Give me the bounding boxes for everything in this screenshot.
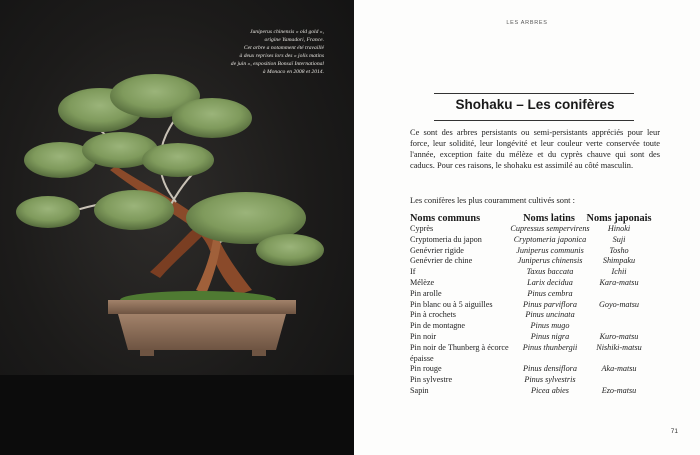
table-row bbox=[410, 343, 660, 365]
caption-line: à deux reprises lors des « jolis matins bbox=[239, 53, 324, 59]
common-name: Cryptomeria du japon bbox=[410, 234, 482, 244]
common-name: Mélèze bbox=[410, 277, 435, 287]
page-number: 71 bbox=[670, 428, 678, 435]
running-header: LES ARBRES bbox=[506, 20, 548, 26]
table-row bbox=[410, 310, 660, 321]
latin-name: Cryptomeria japonica bbox=[513, 234, 587, 244]
common-name: Genévrier rigide bbox=[410, 245, 464, 255]
header-japanese-names: Noms japonais bbox=[586, 213, 652, 224]
latin-name: Pinus uncinata bbox=[525, 310, 575, 320]
latin-name: Pinus thunbergii bbox=[522, 342, 578, 352]
latin-name: Pinus cembra bbox=[527, 288, 573, 298]
list-intro: Les conifères les plus couramment cultivés sont : bbox=[410, 196, 575, 205]
header-latin-names: Noms latins bbox=[523, 213, 575, 224]
latin-name: Pinus nigra bbox=[530, 331, 570, 341]
latin-name: Juniperus chinensis bbox=[517, 256, 583, 266]
latin-name: Picea abies bbox=[531, 385, 569, 395]
caption-line: Juniperus chinensis « old gold », bbox=[250, 29, 324, 35]
latin-name: Taxus baccata bbox=[526, 267, 574, 277]
table-row bbox=[410, 375, 660, 386]
table-row bbox=[410, 386, 660, 397]
japanese-name: Hinoki bbox=[607, 224, 631, 233]
table-row bbox=[410, 278, 660, 289]
title-rule-top bbox=[434, 93, 634, 94]
common-name: Pin rouge bbox=[410, 364, 442, 374]
common-name: Pin sylvestre bbox=[410, 375, 453, 385]
table-row bbox=[410, 224, 660, 235]
header-common-names: Noms communs bbox=[410, 213, 481, 224]
table-row bbox=[410, 332, 660, 343]
table-row bbox=[410, 300, 660, 311]
caption-line: à Monaco en 2008 et 2014. bbox=[262, 69, 324, 75]
chapter-title: Shohaku – Les conifères bbox=[455, 97, 615, 112]
common-name: Pin de montagne bbox=[410, 321, 466, 331]
latin-name: Cupressus sempervirens bbox=[510, 224, 590, 233]
latin-name: Juniperus communis bbox=[516, 245, 584, 255]
common-name: Pin à crochets bbox=[410, 310, 456, 320]
table-row bbox=[410, 321, 660, 332]
japanese-name: Goyo-matsu bbox=[598, 299, 640, 309]
common-name: Pin noir bbox=[410, 331, 437, 341]
latin-name: Pinus mugo bbox=[530, 321, 570, 331]
japanese-name: Kuro-matsu bbox=[599, 331, 639, 341]
photo-caption bbox=[204, 28, 324, 76]
text-page bbox=[354, 0, 700, 455]
table-row bbox=[410, 256, 660, 267]
title-rule-bottom bbox=[434, 120, 634, 121]
caption-line: origine Yamadori, France. bbox=[264, 37, 324, 43]
japanese-name: Ezo-matsu bbox=[601, 385, 637, 395]
latin-name: Larix decidua bbox=[527, 277, 573, 287]
common-name: Sapin bbox=[410, 385, 429, 395]
japanese-name: Shimpaku bbox=[602, 256, 636, 266]
common-name: If bbox=[410, 267, 416, 277]
japanese-name: Suji bbox=[612, 234, 626, 244]
common-name: Pin blanc ou à 5 aiguilles bbox=[410, 299, 493, 309]
caption-line: Cet arbre a notamment été travaillé bbox=[243, 45, 324, 51]
japanese-name: Kara-matsu bbox=[599, 277, 639, 287]
caption-line: de juin », exposition Bonsaï International bbox=[230, 61, 324, 67]
common-name: Cyprès bbox=[410, 224, 434, 233]
table-row bbox=[410, 246, 660, 257]
japanese-name: Tosho bbox=[609, 245, 629, 255]
japanese-name: Aka-matsu bbox=[601, 364, 637, 374]
common-name: Pin noir de Thunberg à écorce épaisse bbox=[410, 342, 509, 363]
table-rows bbox=[410, 224, 660, 397]
latin-name: Pinus parviflora bbox=[523, 299, 577, 309]
japanese-name: Nishiki-matsu bbox=[596, 342, 642, 352]
table-row bbox=[410, 289, 660, 300]
table-row bbox=[410, 267, 660, 278]
intro-paragraph: Ce sont des arbres persistants ou semi-persistants appréciés pour leur force, leur solidité, leur longévité et leur couleur verte conservée toute l'année, exception faite du mélèze et du cyprès chauve qui sont des caducs. Pour ces raisons, le shohaku est assimilé au côté masculin. bbox=[410, 128, 660, 170]
table-row bbox=[410, 235, 660, 246]
common-name: Genévrier de chine bbox=[410, 256, 473, 266]
japanese-name: Ichii bbox=[611, 267, 627, 277]
latin-name: Pinus sylvestris bbox=[524, 375, 576, 385]
common-name: Pin arolle bbox=[410, 288, 442, 298]
latin-name: Pinus densiflora bbox=[523, 364, 577, 374]
table-row bbox=[410, 364, 660, 375]
